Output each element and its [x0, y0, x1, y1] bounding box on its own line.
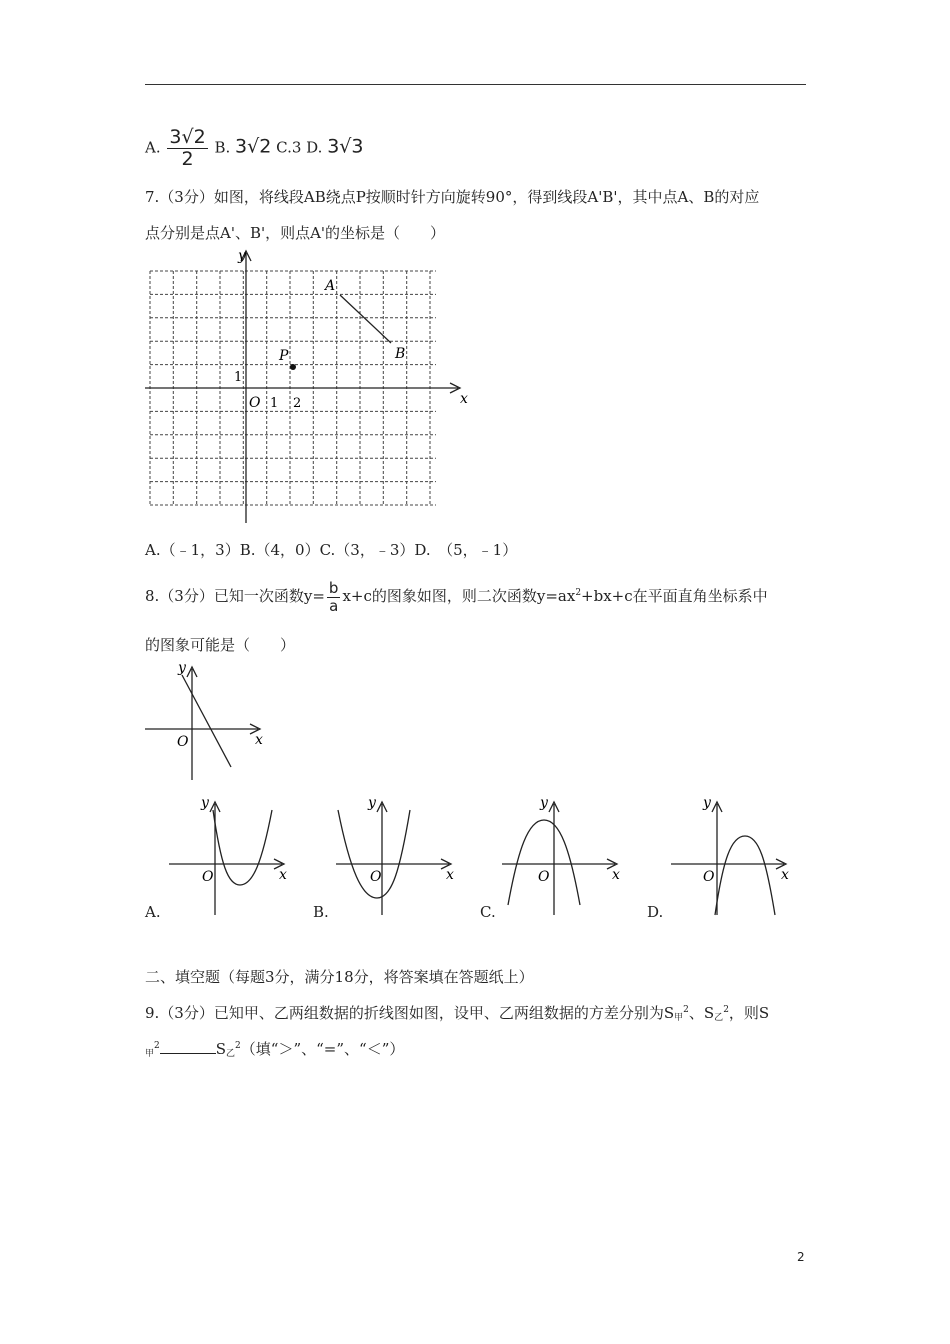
- q7-label-o: O: [249, 395, 261, 411]
- q8-b-label-x: x: [446, 867, 454, 883]
- q8-option-c-graph: [498, 790, 628, 920]
- q9-answer-blank[interactable]: [160, 1041, 216, 1054]
- q9-sub-yi: 乙: [714, 1013, 724, 1023]
- q8-b-label-y: y: [368, 795, 376, 811]
- q6-options: [145, 128, 364, 169]
- q8-stem-line1: [145, 578, 768, 614]
- q8-frac-num: b: [328, 578, 339, 597]
- q8-option-d-label: D.: [647, 903, 664, 921]
- q6-option-a-label: A.: [145, 138, 161, 157]
- q7-options: A.（﹣1，3）B.（4，0）C.（3，﹣3）D. （5，﹣1）: [145, 541, 518, 559]
- q8-prefix: 8.（3分）已知一次函数y=: [145, 587, 325, 605]
- q7-point-p: [290, 364, 296, 370]
- header-rule: [145, 84, 806, 85]
- q8-suffix-b: +bx+c在平面直角坐标系中: [581, 587, 768, 605]
- q9-text-c: ，则S: [728, 1004, 770, 1022]
- q7-stem-line2: 点分别是点A'、B'，则点A'的坐标是（ ）: [145, 224, 446, 242]
- q7-label-p: P: [279, 348, 289, 364]
- q6-option-a-numerator: 3√2: [169, 126, 206, 148]
- q7-tick-1x: 1: [270, 396, 279, 411]
- q8-linear-graph: [140, 655, 275, 785]
- q7-label-x: x: [460, 391, 468, 407]
- q8-option-a-label: A.: [145, 903, 161, 921]
- q8-d-label-x: x: [781, 867, 789, 883]
- q8-option-a-graph: [165, 790, 295, 920]
- q9-line2-end: （填“＞”、“=”、“＜”）: [240, 1040, 405, 1058]
- q9-stem-line1: [145, 1002, 769, 1023]
- q8-d-label-y: y: [703, 795, 711, 811]
- q9-line2-sup2-b: 2: [235, 1041, 241, 1051]
- q8-linear-label-o: O: [177, 734, 189, 750]
- q9-sup2-a: 2: [683, 1005, 689, 1015]
- q7-stem-line1: 7.（3分）如图，将线段AB绕点P按顺时针方向旋转90°，得到线段A'B'，其中点A、B的对应: [145, 188, 760, 206]
- q7-label-y: y: [238, 248, 246, 264]
- q9-line2-sup2-a: 2: [154, 1041, 160, 1051]
- q8-option-b-label: B.: [313, 903, 329, 921]
- q8-a-label-o: O: [202, 869, 214, 885]
- q6-option-a-denominator: 2: [181, 148, 194, 170]
- q6-option-a-fraction: [167, 128, 207, 169]
- q8-b-label-o: O: [370, 869, 382, 885]
- q9-text-a: 9.（3分）已知甲、乙两组数据的折线图如图，设甲、乙两组数据的方差分别为S: [145, 1004, 675, 1022]
- q9-stem-line2: $_甲^2$ $S_乙^2$（填“＞”、“=”、“＜”）: [145, 1040, 405, 1059]
- q6-option-b-value: 3√2: [235, 135, 272, 158]
- q6-option-c-value: 3: [291, 138, 302, 157]
- q8-a-label-y: y: [201, 795, 209, 811]
- q8-option-b-graph: [332, 790, 462, 920]
- q8-d-label-o: O: [703, 869, 715, 885]
- q8-suffix-a: x+c的图象如图，则二次函数y=ax: [342, 587, 576, 605]
- q8-linear-label-x: x: [255, 732, 263, 748]
- q7-tick-2x: 2: [293, 396, 302, 411]
- q7-label-a: A: [325, 278, 336, 294]
- q6-option-c-label: C.: [276, 138, 292, 157]
- q8-option-c-label: C.: [480, 903, 496, 921]
- q8-c-label-x: x: [612, 867, 620, 883]
- section-title-fill-in: 二、填空题（每题3分，满分18分，将答案填在答题纸上）: [145, 968, 534, 986]
- q6-option-d-value: 3√3: [327, 135, 364, 158]
- q8-frac-den: a: [329, 596, 339, 615]
- q9-sub-jia: 甲: [674, 1013, 684, 1023]
- q8-stem-line2: 的图象可能是（ ）: [145, 636, 296, 654]
- q9-sup2-b: 2: [723, 1005, 729, 1015]
- q7-label-b: B: [395, 346, 406, 362]
- page-number: 2: [797, 1250, 805, 1264]
- q7-tick-1y: 1: [234, 370, 243, 385]
- q8-c-label-y: y: [540, 795, 548, 811]
- q8-fraction: [327, 578, 341, 615]
- q9-text-b: 、S: [688, 1004, 715, 1022]
- q7-grid-figure: [140, 245, 480, 530]
- q8-sup2: 2: [575, 588, 582, 598]
- q8-linear-label-y: y: [178, 660, 186, 676]
- q6-option-b-label: B.: [214, 138, 231, 157]
- q8-a-label-x: x: [279, 867, 287, 883]
- q6-option-d-label: D.: [306, 138, 323, 157]
- q9-line2-sub-yi: 乙: [226, 1049, 236, 1059]
- q9-line2-sub-jia: 甲: [145, 1049, 155, 1059]
- q8-option-d-graph: [667, 790, 797, 920]
- q8-c-label-o: O: [538, 869, 550, 885]
